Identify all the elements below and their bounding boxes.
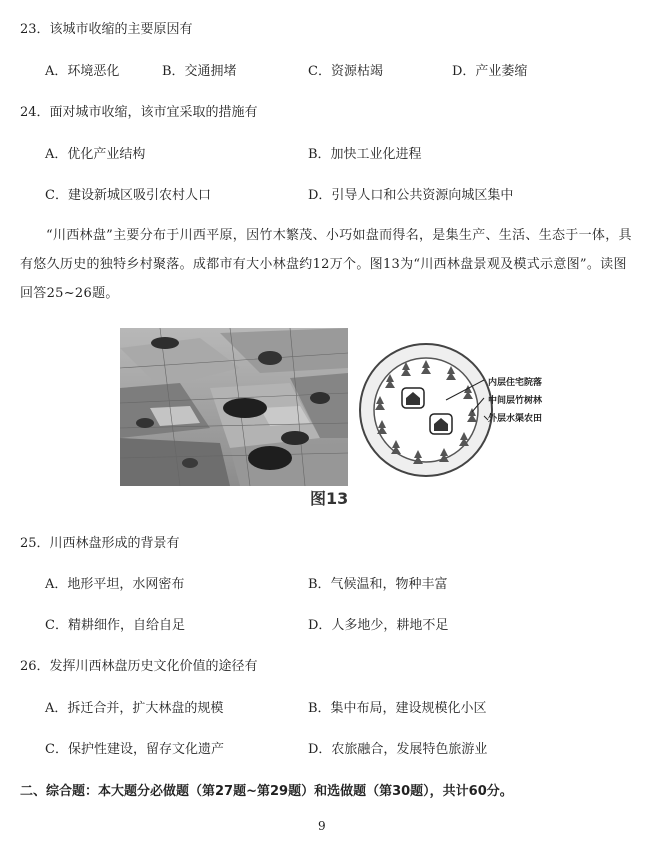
q25-option-d: D．人多地少，耕地不足 bbox=[308, 618, 449, 633]
diagram-label-middle: 中间层竹树林 bbox=[488, 396, 543, 406]
question-25-stem: 25．川西林盘形成的背景有 bbox=[20, 536, 180, 551]
q25-option-b: B．气候温和，物种丰富 bbox=[308, 577, 448, 592]
section-2-title: 二、综合题：本大题分必做题（第27题~第29题）和选做题（第30题），共计60分。 bbox=[20, 784, 513, 799]
diagram-label-outer: 外层水渠农田 bbox=[488, 414, 543, 424]
q24-option-d: D．引导人口和公共资源向城区集中 bbox=[308, 188, 514, 203]
diagram-label-inner: 内层住宅院落 bbox=[488, 378, 543, 388]
figure-caption: 图13 bbox=[310, 489, 349, 508]
q23-option-c: C．资源枯竭 bbox=[308, 64, 383, 79]
linpan-model-diagram bbox=[356, 340, 556, 480]
question-26-stem: 26．发挥川西林盘历史文化价值的途径有 bbox=[20, 659, 258, 674]
figure-13 bbox=[120, 328, 550, 513]
q26-option-b: B．集中布局，建设规模化小区 bbox=[308, 701, 487, 716]
q25-option-c: C．精耕细作，自给自足 bbox=[45, 618, 185, 633]
aerial-photo bbox=[120, 328, 348, 486]
passage-text: “川西林盘”主要分布于川西平原，因竹木繁茂、小巧如盘而得名，是集生产、生活、生态于一体，具有悠久历史的独特乡村聚落。成都市有大小林盘约12万个。图13为“川西林盘景观及模式示意图”。读图回答25~26题。 bbox=[20, 228, 632, 301]
page-number: 9 bbox=[318, 819, 326, 833]
q26-option-a: A．拆迁合并，扩大林盘的规模 bbox=[45, 701, 224, 716]
q23-option-b: B．交通拥堵 bbox=[162, 64, 237, 79]
q25-option-a: A．地形平坦，水网密布 bbox=[45, 577, 185, 592]
q24-option-a: A．优化产业结构 bbox=[45, 147, 146, 162]
question-24-stem: 24．面对城市收缩，该市宜采取的措施有 bbox=[20, 105, 258, 120]
q24-option-c: C．建设新城区吸引农村人口 bbox=[45, 188, 211, 203]
q26-option-c: C．保护性建设，留存文化遗产 bbox=[45, 742, 224, 757]
question-23-stem: 23．该城市收缩的主要原因有 bbox=[20, 22, 193, 37]
q23-option-d: D．产业萎缩 bbox=[452, 64, 528, 79]
q26-option-d: D．农旅融合，发展特色旅游业 bbox=[308, 742, 488, 757]
q23-option-a: A．环境恶化 bbox=[45, 64, 120, 79]
q24-option-b: B．加快工业化进程 bbox=[308, 147, 422, 162]
